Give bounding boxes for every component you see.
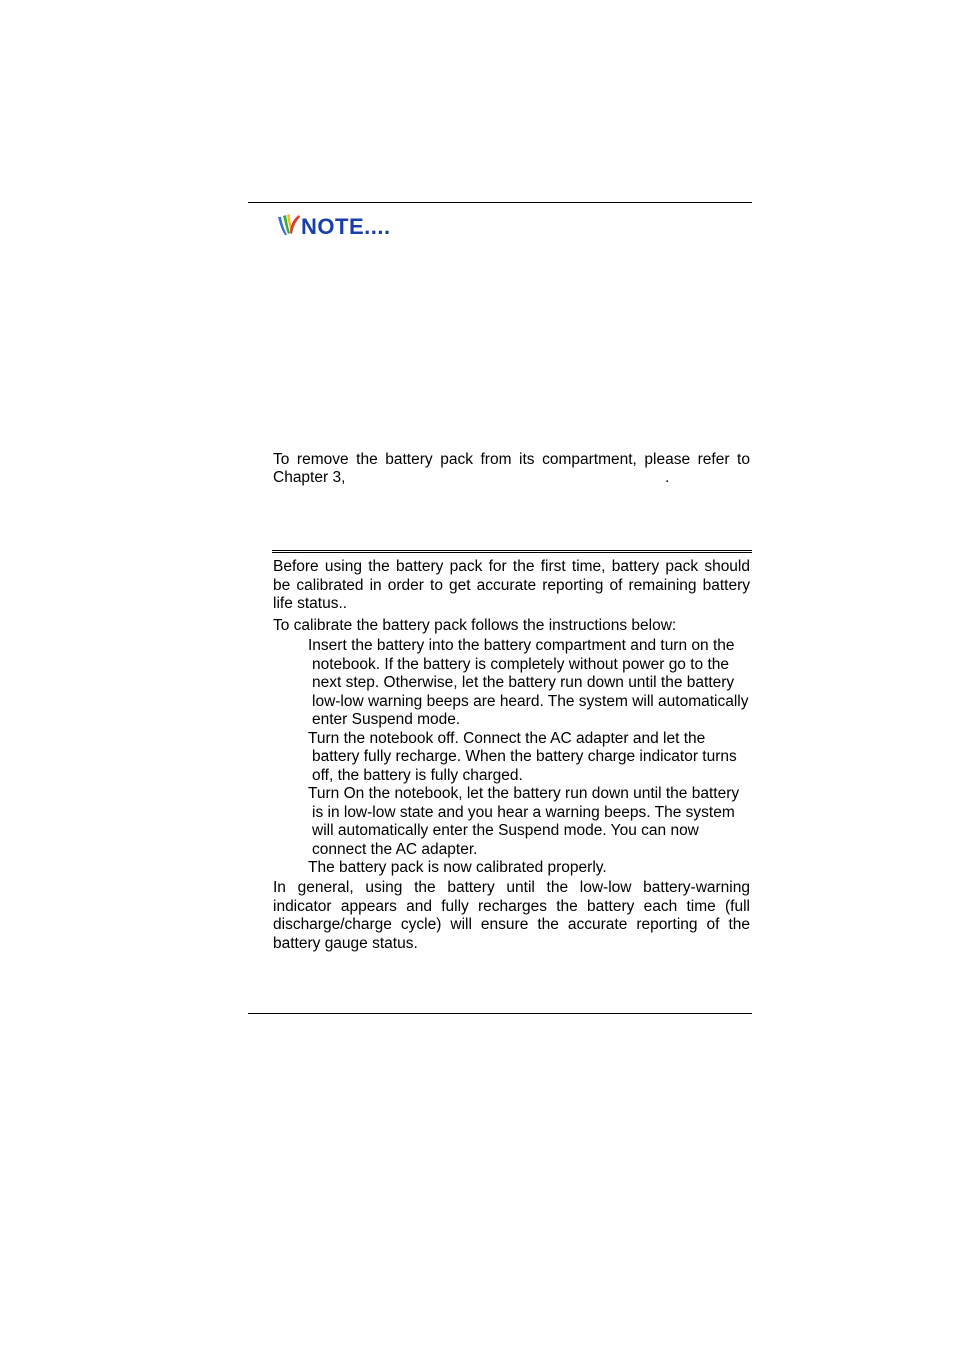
note-pen-icon bbox=[278, 214, 300, 235]
calibration-step-3: Turn On the notebook, let the battery run down until the battery is in low-low state and you hear a warning beeps. The system will automatically enter the Suspend mode. You can now connect the AC adapter. bbox=[308, 785, 740, 858]
bottom-rule bbox=[248, 1013, 752, 1014]
removal-reference-line2 bbox=[273, 469, 750, 488]
note-logo bbox=[274, 211, 414, 239]
sentence-end: . bbox=[665, 469, 670, 486]
removal-reference-line1: To remove the battery pack from its compartment, please refer to bbox=[273, 451, 750, 468]
top-rule bbox=[248, 202, 752, 203]
calibration-intro: Before using the battery pack for the first time, battery pack should be calibrated in order to get accurate reporting of remaining battery life status.. bbox=[273, 558, 750, 612]
section-double-rule bbox=[272, 550, 752, 553]
calibration-instructions: To calibrate the battery pack follows the instructions below: bbox=[273, 617, 677, 634]
calibration-step-1: Insert the battery into the battery compartment and turn on the notebook. If the battery is completely without power go to the next step. Otherwise, let the battery run down until the battery low-low warning beeps are heard. The system will automatically enter Suspend mode. bbox=[308, 637, 749, 728]
chapter-reference: Chapter 3, bbox=[273, 469, 346, 486]
calibration-step-2: Turn the notebook off. Connect the AC adapter and let the battery fully recharge. When the battery charge indicator turns off, the battery is fully charged. bbox=[308, 729, 737, 784]
calibration-step-4: The battery pack is now calibrated properly. bbox=[308, 859, 607, 876]
note-label: NOTE.... bbox=[301, 214, 391, 239]
calibration-general-note: In general, using the battery until the low-low battery-warning indicator appears and fully recharges the battery each time (full discharge/charge cycle) will ensure the accurate reporting of the battery gauge status. bbox=[273, 879, 750, 952]
calibration-steps bbox=[308, 637, 754, 878]
